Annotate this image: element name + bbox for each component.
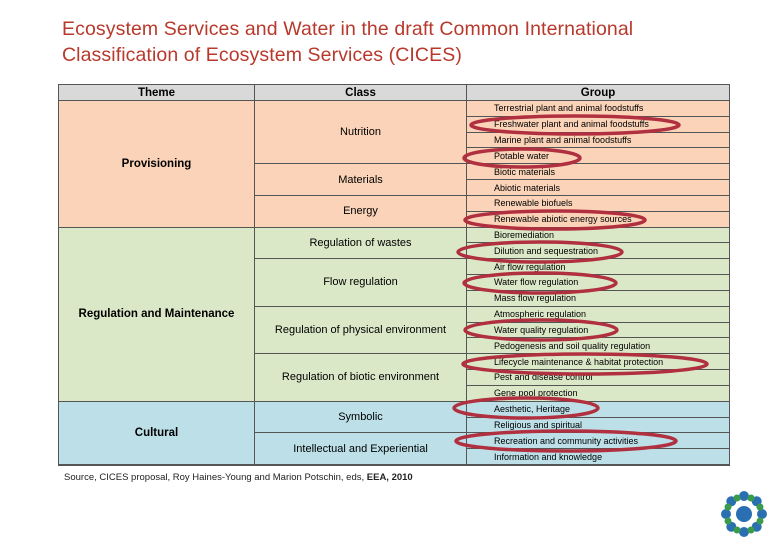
class-regulation-of-wastes: Regulation of wastes: [255, 228, 467, 260]
header-class: Class: [255, 85, 467, 101]
source-citation: [64, 472, 413, 483]
group-row: Mass flow regulation: [467, 291, 729, 307]
class-regulation-biotic-environment: Regulation of biotic environment: [255, 354, 467, 401]
theme-cultural: Cultural: [59, 402, 255, 465]
class-regulation-physical-environment: Regulation of physical environment: [255, 307, 467, 354]
group-row: Freshwater plant and animal foodstuffs: [467, 117, 729, 133]
group-row: Aesthetic, Heritage: [467, 402, 729, 418]
source-bold-text: EEA, 2010: [366, 472, 413, 483]
group-row: Religious and spiritual: [467, 418, 729, 434]
class-energy: Energy: [255, 196, 467, 228]
group-row: Biotic materials: [467, 164, 729, 180]
header-group: Group: [467, 85, 729, 101]
cices-table: [58, 84, 730, 466]
group-row: Water quality regulation: [467, 323, 729, 339]
group-row: Pedogenesis and soil quality regulation: [467, 338, 729, 354]
group-row: Abiotic materials: [467, 180, 729, 196]
group-row: Recreation and community activities: [467, 433, 729, 449]
class-intellectual-experiential: Intellectual and Experiential: [255, 433, 467, 465]
group-row: Potable water: [467, 148, 729, 164]
group-row: Bioremediation: [467, 228, 729, 244]
theme-regulation-maintenance: Regulation and Maintenance: [59, 228, 255, 402]
group-row: Lifecycle maintenance & habitat protection: [467, 354, 729, 370]
source-text: Source, CICES proposal, Roy Haines-Young and Marion Potschin, eds,: [64, 472, 367, 483]
class-materials: Materials: [255, 164, 467, 196]
group-row: Marine plant and animal foodstuffs: [467, 133, 729, 149]
group-row: Water flow regulation: [467, 275, 729, 291]
group-row: Pest and disease control: [467, 370, 729, 386]
class-flow-regulation: Flow regulation: [255, 259, 467, 306]
group-row: Terrestrial plant and animal foodstuffs: [467, 101, 729, 117]
group-row: Atmospheric regulation: [467, 307, 729, 323]
group-row: Renewable abiotic energy sources: [467, 212, 729, 228]
header-theme: Theme: [59, 85, 255, 101]
group-row: Information and knowledge: [467, 449, 729, 465]
theme-provisioning: Provisioning: [59, 101, 255, 228]
group-row: Dilution and sequestration: [467, 243, 729, 259]
group-row: Gene pool protection: [467, 386, 729, 402]
class-symbolic: Symbolic: [255, 402, 467, 434]
eea-flower-logo-icon: [718, 488, 770, 540]
class-nutrition: Nutrition: [255, 101, 467, 164]
group-row: Renewable biofuels: [467, 196, 729, 212]
group-row: Air flow regulation: [467, 259, 729, 275]
slide-title: Ecosystem Services and Water in the draft Common International Classification of Ecosystem Services (CICES): [62, 18, 634, 66]
